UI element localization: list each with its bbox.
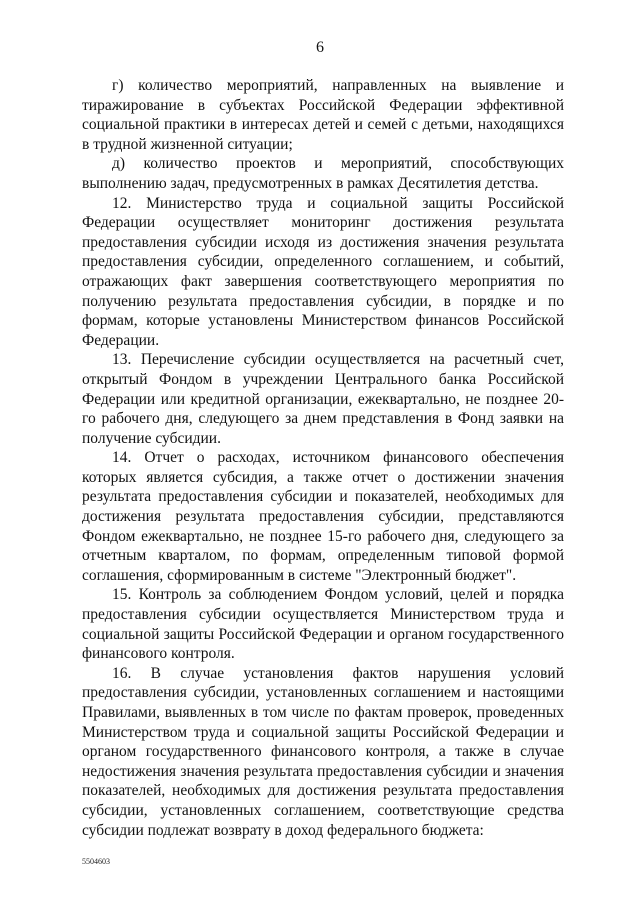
paragraph-16: 16. В случае установления фактов нарушения условий предоставления субсидии, установленных соглашением и настоящими Правилами, выявленных в том числе по фактам проверок, проведенных Министерством труда и социальной защиты Российской Федерации и органом государственного финансового контроля, а также в случае недостижения значения результата предоставления субсидии и значения показателей, необходимых для достижения результата предоставления субсидии, установленных соглашением, соответствующие средства субсидии подлежат возврату в доход федерального бюджета: bbox=[82, 664, 564, 839]
page-number: 6 bbox=[316, 39, 324, 56]
paragraph-item-d: д) количество проектов и мероприятий, способствующих выполнению задач, предусмотренных в рамках Десятилетия детства. bbox=[82, 155, 564, 192]
paragraph-15: 15. Контроль за соблюдением Фондом условий, целей и порядка предоставления субсидии осуществляется Министерством труда и социальной защиты Российской Федерации и органом государственного финансового контроля. bbox=[82, 586, 564, 663]
paragraph-14: 14. Отчет о расходах, источником финансового обеспечения которых является субсидия, а также отчет о достижении значения результата предоставления субсидии и показателей, необходимых для достижения результата предоставления субсидии, представляются Фондом ежеквартально, не позднее 15-го рабочего дня, следующего за отчетным кварталом, по формам, определенным типовой формой соглашения, сформированным в системе "Электронный бюджет". bbox=[82, 449, 564, 584]
paragraph-item-g: г) количество мероприятий, направленных на выявление и тиражирование в субъектах Российской Федерации эффективной социальной практики в интересах детей и семей с детьми, находящихся в трудной жизненной ситуации; bbox=[82, 77, 564, 153]
document-body bbox=[82, 76, 564, 840]
paragraph-12: 12. Министерство труда и социальной защиты Российской Федерации осуществляет мониторинг достижения результата предоставления субсидии исходя из достижения значения результата предоставления субсидии, определенного соглашением, и событий, отражающих факт завершения соответствующего мероприятия по получению результата предоставления субсидии, в порядке и по формам, которые установлены Министерством финансов Российской Федерации. bbox=[82, 194, 564, 349]
document-code: 5504603 bbox=[82, 857, 110, 866]
paragraph-13: 13. Перечисление субсидии осуществляется на расчетный счет, открытый Фондом в учреждении Центрального банка Российской Федерации или кредитной организации, ежеквартально, не позднее 20-го рабочего дня, следующего за днем представления в Фонд заявки на получение субсидии. bbox=[82, 351, 564, 447]
